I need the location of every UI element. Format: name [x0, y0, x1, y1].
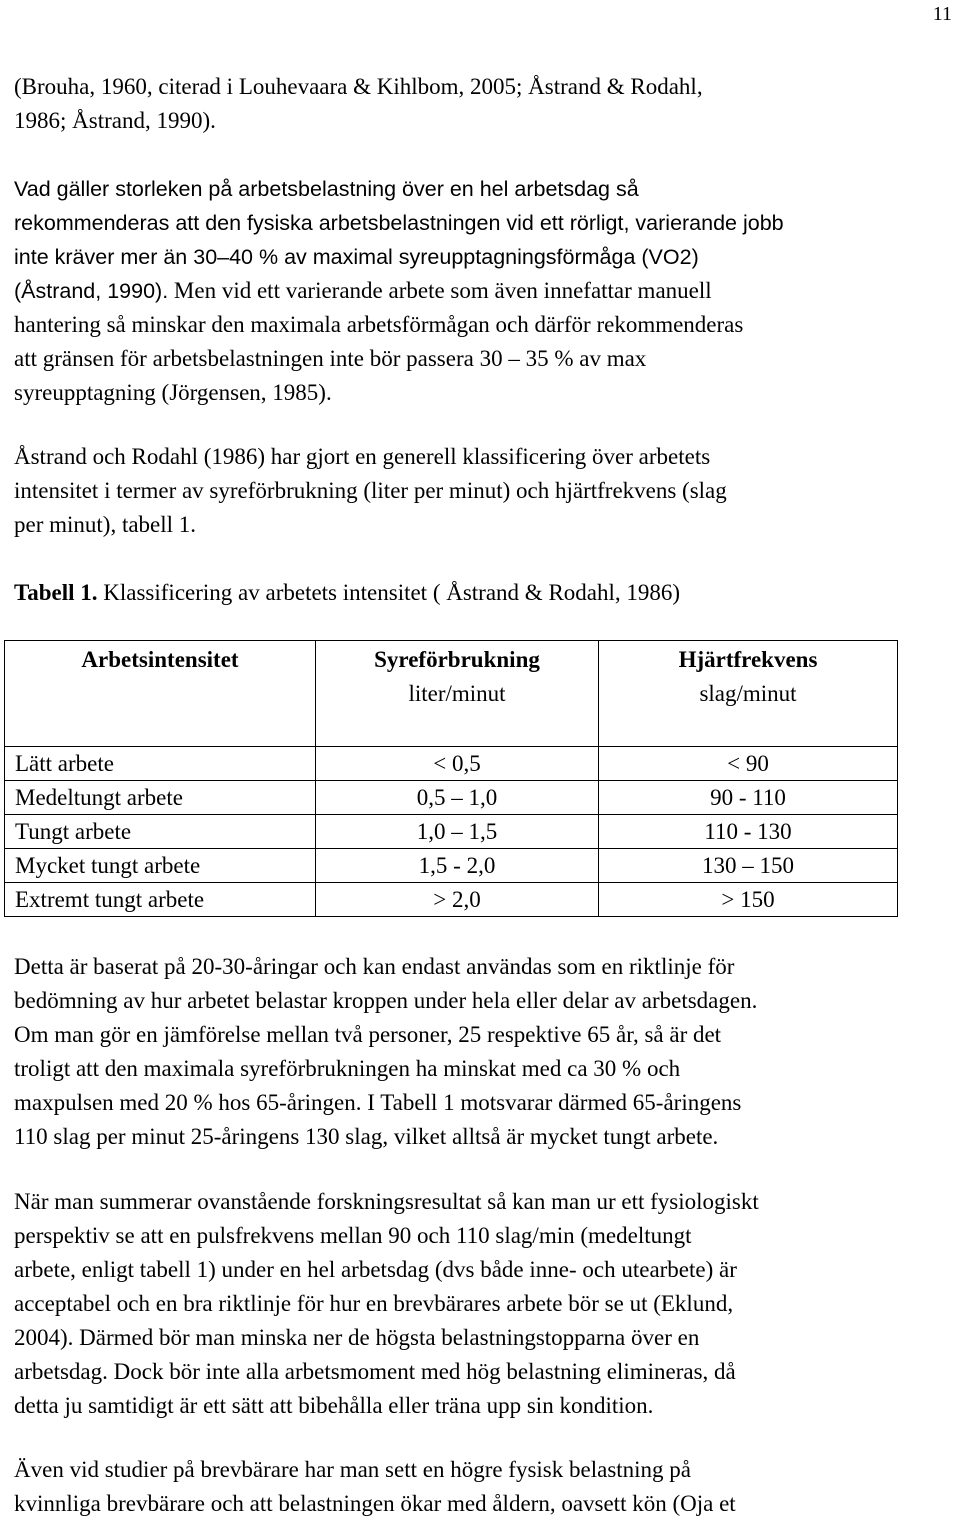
cell-heart-rate: > 150	[599, 883, 898, 917]
text-line	[14, 274, 944, 308]
intensity-table-wrapper	[4, 640, 898, 917]
table-row	[5, 849, 898, 883]
header-unit: slag/minut	[699, 681, 797, 706]
intensity-table	[4, 640, 898, 917]
paragraph-4	[14, 950, 944, 1154]
paragraph-1	[14, 70, 944, 138]
table-row	[5, 883, 898, 917]
cell-heart-rate: < 90	[599, 747, 898, 781]
header-title: Syreförbrukning	[374, 647, 540, 672]
text-line: detta ju samtidigt är ett sätt att bibehålla eller träna upp sin kondition.	[14, 1393, 654, 1418]
table-row	[5, 747, 898, 781]
text-line: Även vid studier på brevbärare har man sett en högre fysisk belastning på	[14, 1457, 692, 1482]
text-line: Detta är baserat på 20-30-åringar och kan endast användas som en riktlinje för	[14, 954, 735, 979]
paragraph-5	[14, 1185, 944, 1423]
cell-oxygen: < 0,5	[316, 747, 599, 781]
table-caption-label: Tabell 1.	[14, 580, 98, 605]
text-line: När man summerar ovanstående forskningsresultat så kan man ur ett fysiologiskt	[14, 1189, 759, 1214]
text-line: bedömning av hur arbetet belastar kroppen under hela eller delar av arbetsdagen.	[14, 988, 758, 1013]
cell-heart-rate: 130 – 150	[599, 849, 898, 883]
text-line: 1986; Åstrand, 1990).	[14, 108, 216, 133]
header-cell-intensity	[5, 641, 316, 747]
text-line: arbete, enligt tabell 1) under en hel arbetsdag (dvs både inne- och utearbete) är	[14, 1257, 737, 1282]
cell-heart-rate: 110 - 130	[599, 815, 898, 849]
table-caption-text: Klassificering av arbetets intensitet ( Åstrand & Rodahl, 1986)	[97, 580, 681, 605]
paragraph-3	[14, 440, 944, 542]
table-caption	[14, 576, 944, 610]
page-number: 11	[932, 3, 952, 25]
cell-oxygen: 1,0 – 1,5	[316, 815, 599, 849]
text-line: Åstrand och Rodahl (1986) har gjort en generell klassificering över arbetets	[14, 444, 711, 469]
text-line: troligt att den maximala syreförbrukningen ha minskat med ca 30 % och	[14, 1056, 681, 1081]
header-cell-oxygen	[316, 641, 599, 747]
text-line: acceptabel och en bra riktlinje för hur en brevbärares arbete bör se ut (Eklund,	[14, 1291, 734, 1316]
text-line: per minut), tabell 1.	[14, 512, 197, 537]
text-line: 110 slag per minut 25-åringens 130 slag, vilket alltså är mycket tungt arbete.	[14, 1124, 719, 1149]
text-line: Vad gäller storleken på arbetsbelastning över en hel arbetsdag så	[14, 177, 639, 201]
text-line: Om man gör en jämförelse mellan två personer, 25 respektive 65 år, så är det	[14, 1022, 722, 1047]
text-line: att gränsen för arbetsbelastningen inte bör passera 30 – 35 % av max	[14, 346, 647, 371]
cell-oxygen: 0,5 – 1,0	[316, 781, 599, 815]
header-cell-heart-rate	[599, 641, 898, 747]
text-line: perspektiv se att en pulsfrekvens mellan 90 och 110 slag/min (medeltungt	[14, 1223, 692, 1248]
cell-intensity: Extremt tungt arbete	[5, 883, 316, 917]
cell-oxygen: > 2,0	[316, 883, 599, 917]
text-line: maxpulsen med 20 % hos 65-åringen. I Tabell 1 motsvarar därmed 65-åringens	[14, 1090, 742, 1115]
text-line: arbetsdag. Dock bör inte alla arbetsmoment med hög belastning elimineras, då	[14, 1359, 736, 1384]
text-line: 2004). Därmed bör man minska ner de högsta belastningstopparna över en	[14, 1325, 700, 1350]
cell-intensity: Tungt arbete	[5, 815, 316, 849]
text-line: inte kräver mer än 30–40 % av maximal syreupptagningsförmåga (VO2)	[14, 245, 699, 269]
table-header-row	[5, 641, 898, 747]
text-line: syreupptagning (Jörgensen, 1985).	[14, 380, 332, 405]
paragraph-2	[14, 172, 944, 410]
cell-oxygen: 1,5 - 2,0	[316, 849, 599, 883]
citation-text: (Åstrand, 1990).	[14, 279, 169, 303]
text-span: Men vid ett varierande arbete som även innefattar manuell	[168, 278, 712, 303]
text-line: kvinnliga brevbärare och att belastningen ökar med åldern, oavsett kön (Oja et	[14, 1491, 736, 1516]
table-row	[5, 815, 898, 849]
paragraph-6	[14, 1453, 944, 1521]
cell-heart-rate: 90 - 110	[599, 781, 898, 815]
text-line: intensitet i termer av syreförbrukning (liter per minut) och hjärtfrekvens (slag	[14, 478, 727, 503]
cell-intensity: Medeltungt arbete	[5, 781, 316, 815]
cell-intensity: Lätt arbete	[5, 747, 316, 781]
header-title: Arbetsintensitet	[81, 647, 239, 672]
text-line: (Brouha, 1960, citerad i Louhevaara & Kihlbom, 2005; Åstrand & Rodahl,	[14, 74, 703, 99]
header-unit: liter/minut	[408, 681, 506, 706]
header-title: Hjärtfrekvens	[678, 647, 818, 672]
text-line: rekommenderas att den fysiska arbetsbelastningen vid ett rörligt, varierande jobb	[14, 211, 784, 235]
text-line: hantering så minskar den maximala arbetsförmågan och därför rekommenderas	[14, 312, 744, 337]
cell-intensity: Mycket tungt arbete	[5, 849, 316, 883]
table-row	[5, 781, 898, 815]
